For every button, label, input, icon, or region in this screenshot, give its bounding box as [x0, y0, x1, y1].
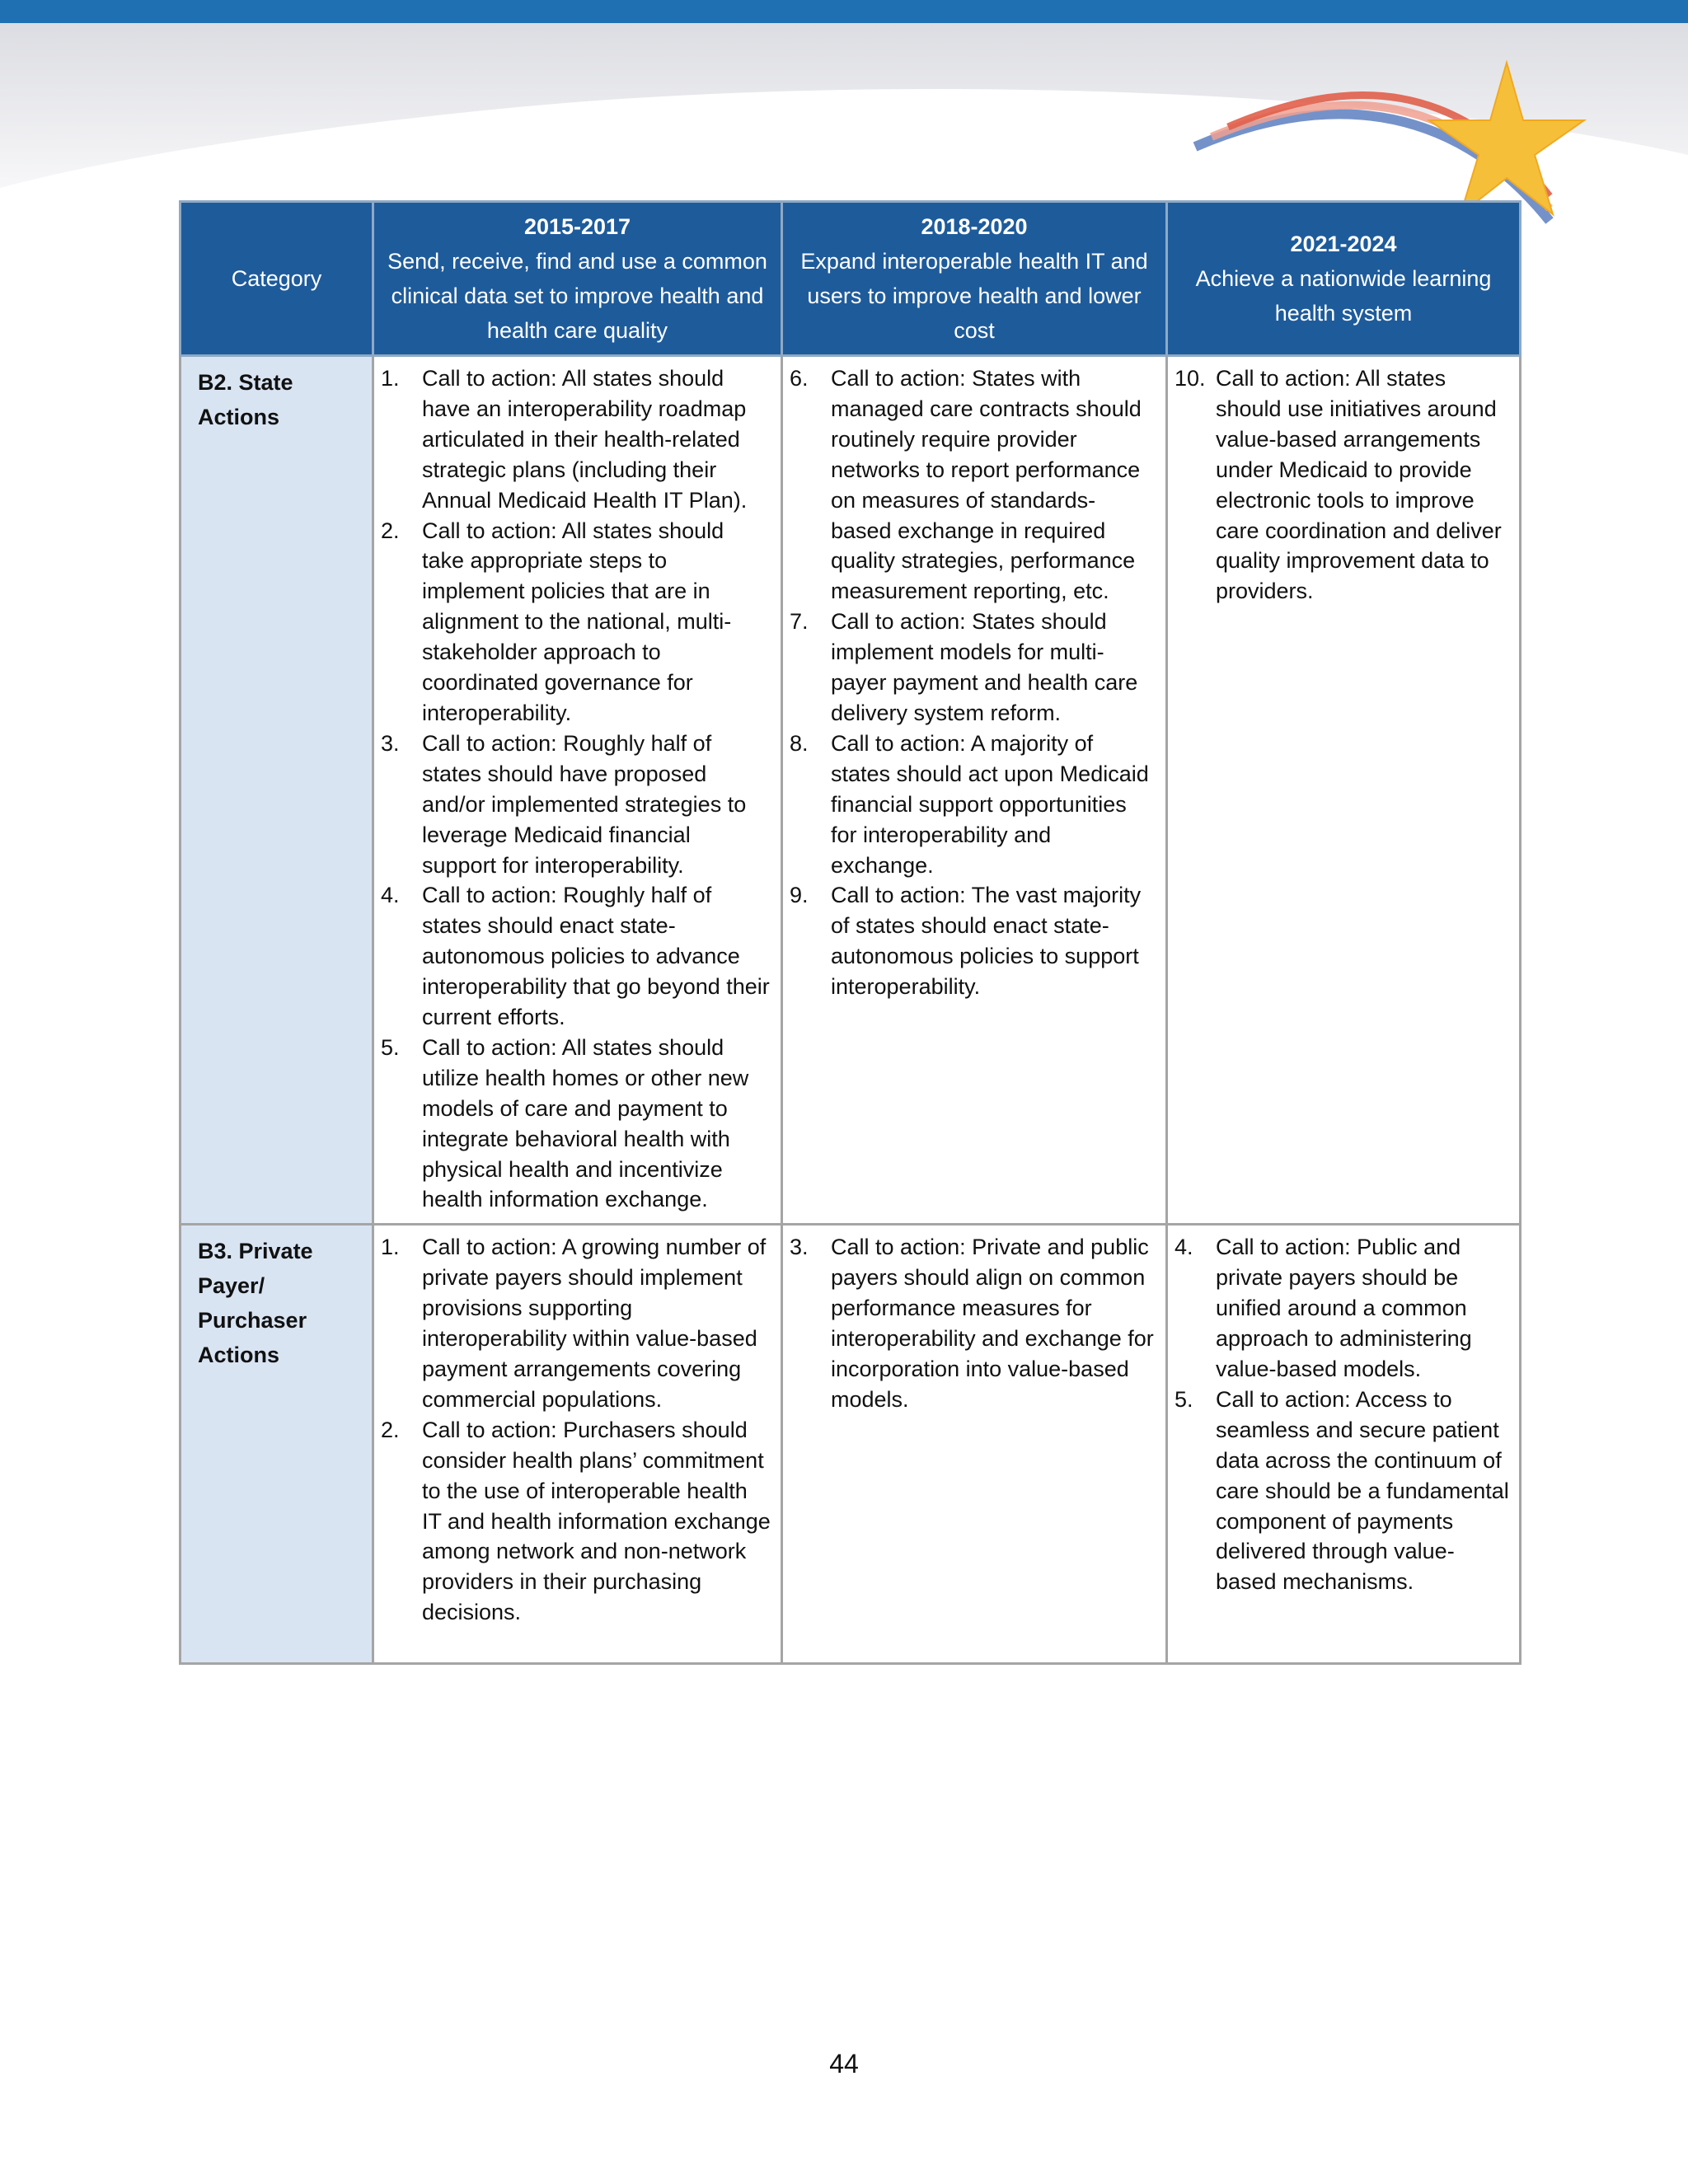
top-banner-bar	[0, 0, 1688, 23]
column-header-years: 2015-2017	[523, 214, 631, 239]
call-to-action-item	[381, 1033, 771, 1215]
column-header-title: Category	[231, 266, 322, 291]
cell-state-actions-2015-2017	[373, 356, 782, 1225]
column-header-years: 2021-2024	[1290, 232, 1397, 256]
item-number: 5.	[1175, 1386, 1193, 1412]
call-to-action-item	[381, 880, 771, 1033]
call-to-action-item	[1175, 1385, 1509, 1597]
item-text: Call to action: All states should use initiatives around value-based arrangements under Medicaid to provide electronic tools to improve care coordination and deliver quality improvement data to providers.	[1216, 366, 1502, 604]
item-text: Call to action: Roughly half of states should have proposed and/or implemented strategies to leverage Medicaid financial support for interoperability.	[422, 730, 747, 878]
item-text: Call to action: Public and private payers should be unified around a common approach to administering value-based models.	[1216, 1235, 1472, 1381]
roadmap-table	[179, 200, 1522, 1665]
item-number: 8.	[790, 730, 809, 756]
call-to-action-item	[790, 607, 1156, 729]
table-row-state-actions	[181, 356, 1521, 1225]
category-column-header	[181, 202, 373, 356]
call-to-action-item	[790, 1232, 1156, 1414]
call-to-action-item	[790, 729, 1156, 881]
call-to-action-item	[790, 363, 1156, 607]
cell-state-actions-2021-2024	[1167, 356, 1521, 1225]
call-to-action-item	[790, 880, 1156, 1002]
call-to-action-item	[381, 1415, 771, 1628]
call-to-action-item	[381, 363, 771, 516]
column-header-goal: Send, receive, find and use a common clinical data set to improve health and health care quality	[387, 249, 767, 343]
item-number: 3.	[790, 1235, 809, 1260]
item-text: Call to action: Roughly half of states should enact state-autonomous policies to advance interoperability that go beyond their current efforts.	[422, 883, 770, 1030]
page-number: 44	[829, 2049, 859, 2079]
column-header-goal: Achieve a nationwide learning health system	[1195, 266, 1492, 326]
item-text: Call to action: All states should take appropriate steps to implement policies that are in alignment to the national, multi-stakeholder approach to coordinated governance for interoperability.	[422, 518, 732, 725]
item-number: 3.	[381, 730, 400, 756]
column-header-2018-2020	[782, 202, 1167, 356]
item-number: 2.	[381, 518, 400, 543]
item-number: 4.	[1175, 1235, 1193, 1260]
call-to-action-item	[381, 729, 771, 881]
item-number: 10.	[1175, 366, 1206, 391]
item-text: Call to action: States should implement models for multi-payer payment and health care delivery system reform.	[831, 609, 1138, 725]
item-number: 2.	[381, 1417, 400, 1442]
cell-private-payer-2021-2024	[1167, 1225, 1521, 1664]
call-to-action-item	[381, 516, 771, 729]
cell-private-payer-2018-2020	[782, 1225, 1167, 1664]
item-number: 5.	[381, 1034, 400, 1060]
call-to-action-item	[381, 1232, 771, 1414]
row-category-label: B2. State Actions	[181, 356, 373, 1225]
row-category-label: B3. Private Payer/ Purchaser Actions	[181, 1225, 373, 1664]
table-header-row	[181, 202, 1521, 356]
item-text: Call to action: All states should have an interoperability roadmap articulated in their health-related strategic plans (including their Annual Medicaid Health IT Plan).	[422, 366, 748, 513]
call-to-action-item	[1175, 1232, 1509, 1385]
item-number: 9.	[790, 883, 809, 908]
item-text: Call to action: Access to seamless and secure patient data across the continuum of care should be a fundamental component of payments delivered through value-based mechanisms.	[1216, 1386, 1509, 1595]
item-text: Call to action: A majority of states should act upon Medicaid financial support opportunities for interoperability and exchange.	[831, 730, 1149, 878]
cell-state-actions-2018-2020	[782, 356, 1167, 1225]
column-header-goal: Expand interoperable health IT and users to improve health and lower cost	[800, 249, 1148, 343]
item-number: 7.	[790, 609, 809, 635]
call-to-action-item	[1175, 363, 1509, 607]
item-text: Call to action: The vast majority of states should enact state-autonomous policies to support interoperability.	[831, 883, 1142, 1000]
item-text: Call to action: Purchasers should consider health plans’ commitment to the use of interoperable health IT and health information exchange among network and non-network providers in their purchasing decisions.	[422, 1417, 771, 1625]
table-row-private-payer-actions	[181, 1225, 1521, 1664]
item-number: 6.	[790, 366, 809, 391]
item-text: Call to action: States with managed care contracts should routinely require provider networks to report performance on measures of standards-based exchange in required quality strategies, performance measurement reporting, etc.	[831, 366, 1142, 604]
column-header-2021-2024	[1167, 202, 1521, 356]
item-number: 1.	[381, 1235, 400, 1260]
item-text: Call to action: Private and public payers should align on common performance measures for interoperability and exchange for incorporation into value-based models.	[831, 1235, 1154, 1412]
item-number: 4.	[381, 883, 400, 908]
column-header-2015-2017	[373, 202, 782, 356]
item-text: Call to action: A growing number of private payers should implement provisions supporting interoperability within value-based payment arrangements covering commercial populations.	[422, 1235, 767, 1412]
column-header-years: 2018-2020	[921, 214, 1028, 239]
cell-private-payer-2015-2017	[373, 1225, 782, 1664]
item-number: 1.	[381, 366, 400, 391]
item-text: Call to action: All states should utilize health homes or other new models of care and payment to integrate behavioral health with physical health and incentivize health information exchange.	[422, 1034, 749, 1212]
